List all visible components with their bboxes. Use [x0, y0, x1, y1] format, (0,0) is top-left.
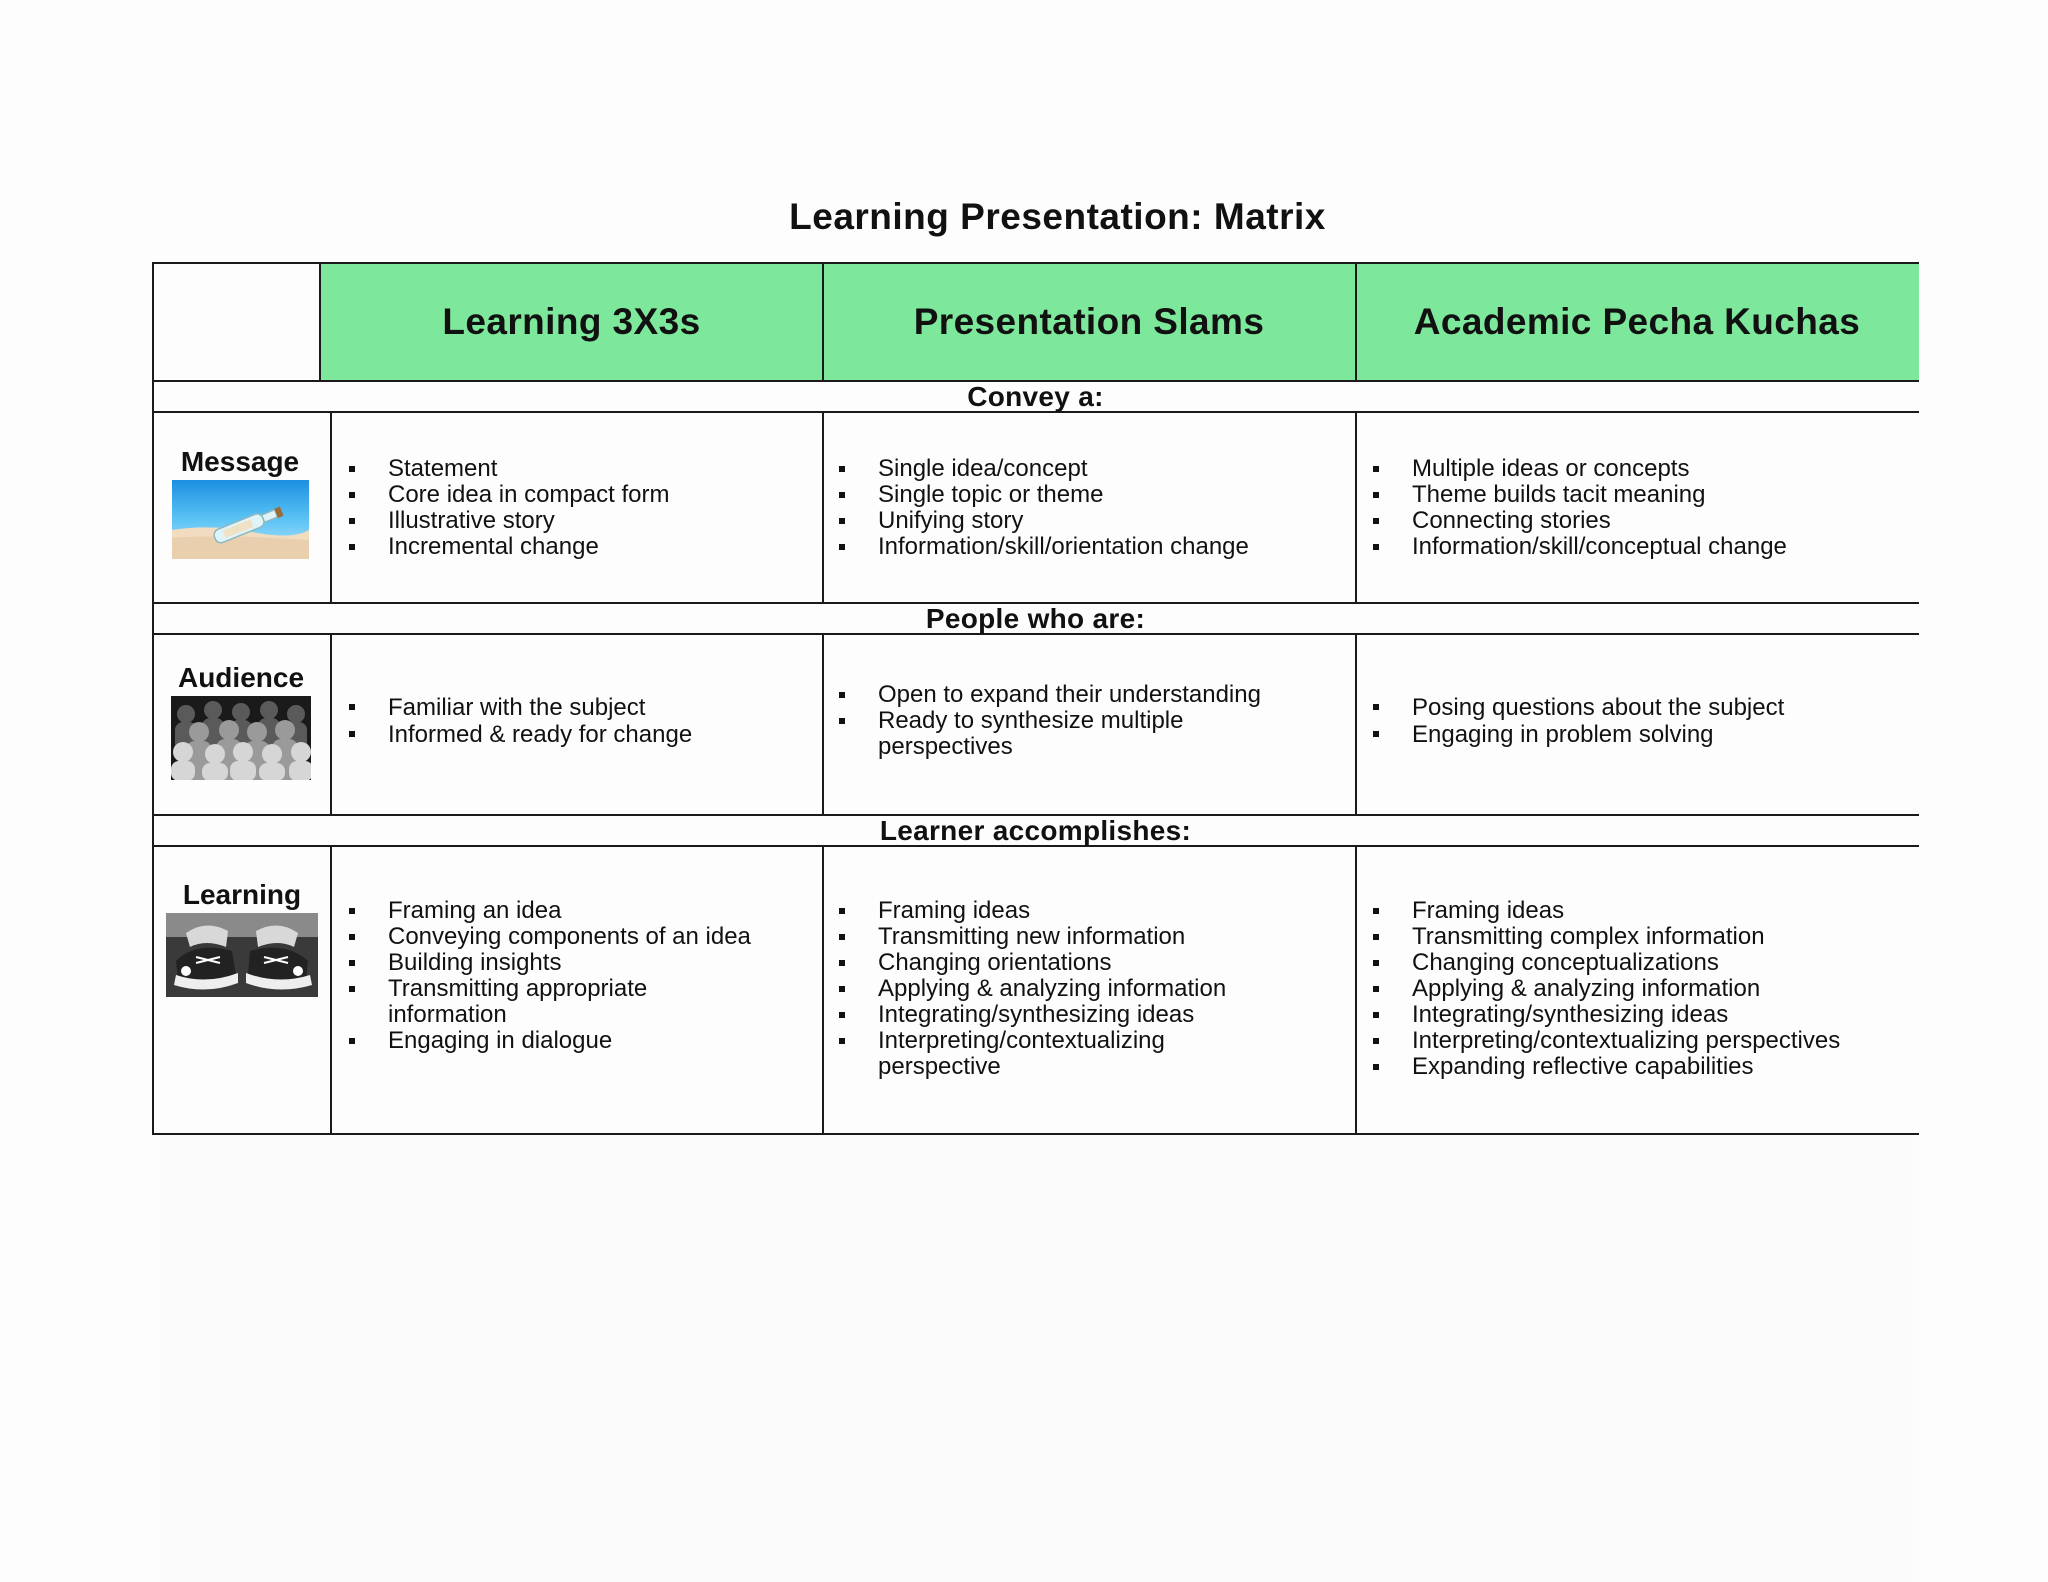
rule-col-3-row-2	[1355, 633, 1357, 815]
rule-header-label-col	[319, 262, 321, 381]
rule-top	[152, 262, 1919, 264]
list-item: Open to expand their understanding	[835, 682, 1275, 708]
matrix-table	[152, 262, 1919, 1135]
list-item: Ready to synthesize multiple perspectives	[835, 708, 1275, 760]
rule-bottom	[152, 1133, 1919, 1135]
rule-col-3-row-3	[1355, 845, 1357, 1135]
cell-learning-presentation-slams	[835, 898, 1235, 1080]
list-item: Information/skill/conceptual change	[1369, 534, 1917, 560]
list-item: Framing an idea	[345, 898, 815, 924]
page-background	[160, 1135, 1919, 1582]
list-item: Informed & ready for change	[345, 721, 815, 748]
list-item: Interpreting/contextualizing perspectives	[1369, 1028, 1917, 1054]
list-item: Applying & analyzing information	[835, 976, 1235, 1002]
list-item: Core idea in compact form	[345, 482, 815, 508]
list-item: Information/skill/orientation change	[835, 534, 1350, 560]
rule-col-2-row-1	[822, 411, 824, 603]
list-item: Connecting stories	[1369, 508, 1917, 534]
rule-header-col-3	[1355, 262, 1357, 381]
audience-silhouettes-image	[171, 696, 311, 780]
list-item: Integrating/synthesizing ideas	[835, 1002, 1235, 1028]
list-item: Single topic or theme	[835, 482, 1350, 508]
column-header-academic-pecha-kuchas: Academic Pecha Kuchas	[1413, 300, 1861, 342]
row-label-audience	[157, 662, 325, 780]
list-item: Changing conceptualizations	[1369, 950, 1917, 976]
rule-col-3-row-1	[1355, 411, 1357, 603]
rule-label-col-row-2	[330, 633, 332, 815]
list-item: Expanding reflective capabilities	[1369, 1054, 1917, 1080]
cell-message-learning-3x3s	[345, 456, 815, 560]
rule-col-2-row-2	[822, 633, 824, 815]
tying-shoelaces-image	[166, 913, 318, 997]
list-item: Posing questions about the subject	[1369, 694, 1917, 721]
list-item: Familiar with the subject	[345, 694, 815, 721]
list-item: Framing ideas	[1369, 898, 1917, 924]
rule-label-col-row-1	[330, 411, 332, 603]
list-item: Transmitting complex information	[1369, 924, 1917, 950]
row-label-audience-text: Audience	[177, 662, 305, 693]
list-item: Unifying story	[835, 508, 1350, 534]
list-item: Engaging in problem solving	[1369, 721, 1917, 748]
list-item: Applying & analyzing information	[1369, 976, 1917, 1002]
band-learner: Learner accomplishes:	[879, 815, 1192, 846]
list-item: Integrating/synthesizing ideas	[1369, 1002, 1917, 1028]
list-item: Statement	[345, 456, 815, 482]
page-title: Learning Presentation: Matrix	[789, 196, 1326, 237]
list-item: Changing orientations	[835, 950, 1235, 976]
list-item: Building insights	[345, 950, 815, 976]
list-item: Multiple ideas or concepts	[1369, 456, 1917, 482]
list-item: Interpreting/contextualizing perspective	[835, 1028, 1235, 1080]
row-label-learning	[166, 879, 318, 997]
row-label-learning-text: Learning	[182, 879, 302, 910]
band-convey: Convey a:	[967, 381, 1104, 412]
list-item: Transmitting new information	[835, 924, 1235, 950]
rule-header-col-2	[822, 262, 824, 381]
cell-audience-presentation-slams	[835, 682, 1275, 760]
list-item: Framing ideas	[835, 898, 1235, 924]
list-item: Transmitting appropriate information	[345, 976, 718, 1028]
cell-audience-academic-pecha-kuchas	[1369, 694, 1917, 748]
cell-learning-learning-3x3s	[345, 898, 815, 1054]
row-label-message-text: Message	[180, 446, 300, 477]
cell-message-academic-pecha-kuchas	[1369, 456, 1917, 560]
cell-audience-learning-3x3s	[345, 694, 815, 748]
list-item: Engaging in dialogue	[345, 1028, 815, 1054]
row-label-message	[170, 446, 310, 559]
cell-message-presentation-slams	[835, 456, 1350, 560]
list-item: Single idea/concept	[835, 456, 1350, 482]
column-header-presentation-slams: Presentation Slams	[913, 300, 1265, 342]
list-item: Theme builds tacit meaning	[1369, 482, 1917, 508]
rule-label-col-row-3	[330, 845, 332, 1135]
column-header-learning-3x3s: Learning 3X3s	[442, 300, 701, 342]
rule-col-2-row-3	[822, 845, 824, 1135]
list-item: Conveying components of an idea	[345, 924, 815, 950]
list-item: Illustrative story	[345, 508, 815, 534]
list-item: Incremental change	[345, 534, 815, 560]
message-in-bottle-image	[172, 480, 309, 559]
cell-learning-academic-pecha-kuchas	[1369, 898, 1917, 1080]
band-people: People who are:	[925, 603, 1146, 634]
